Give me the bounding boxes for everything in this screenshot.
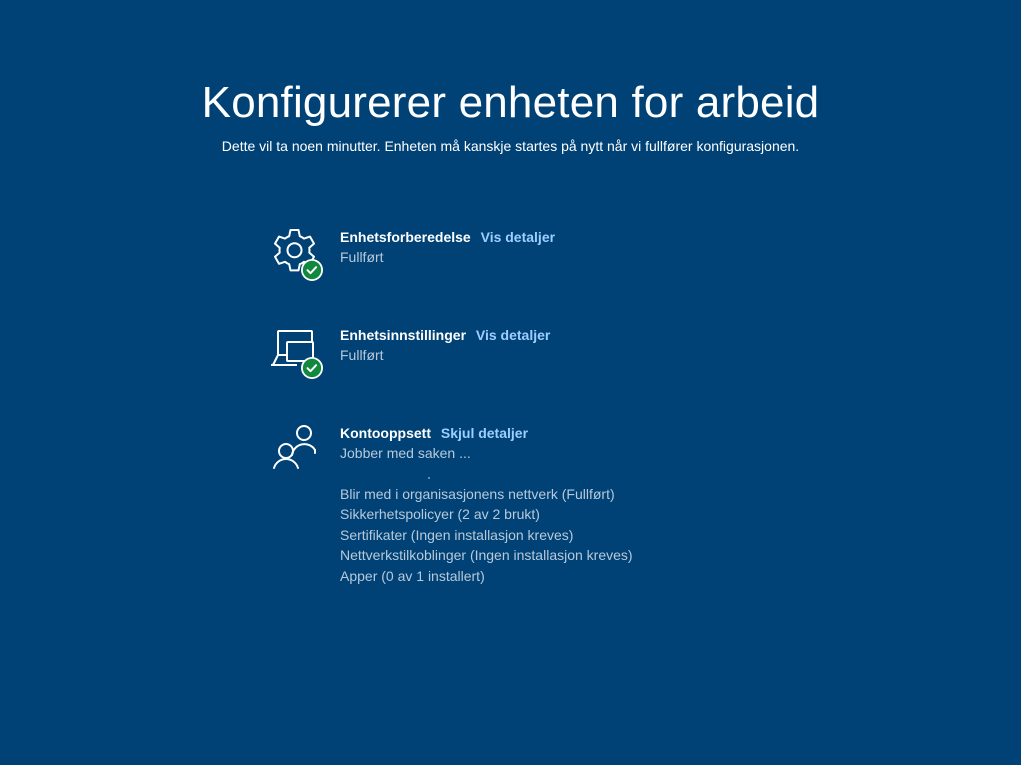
step-device-settings <box>268 325 788 385</box>
progress-dot <box>428 477 430 479</box>
detail-item: Apper (0 av 1 installert) <box>340 567 485 584</box>
step-status: Fullført <box>340 347 384 363</box>
step-text <box>340 423 780 463</box>
view-details-link[interactable]: Vis detaljer <box>475 327 551 343</box>
devices-icon <box>268 325 326 383</box>
detail-item: Sertifikater (Ingen installasjon kreves) <box>340 526 574 543</box>
people-icon <box>268 423 326 481</box>
check-badge-icon <box>301 259 323 281</box>
detail-item: Blir med i organisasjonens nettverk (Fullført) <box>340 486 615 502</box>
check-badge-icon <box>301 357 323 379</box>
step-title: Kontooppsett <box>340 425 431 441</box>
step-text <box>340 227 780 267</box>
detail-item: Sikkerhetspolicyer (2 av 2 brukt) <box>340 506 540 523</box>
step-text <box>340 325 780 365</box>
step-device-preparation <box>268 227 788 287</box>
step-status: Jobber med saken ... <box>340 445 471 461</box>
account-setup-details <box>340 484 760 586</box>
detail-item: Nettverkstilkoblinger (Ingen installasjon kreves) <box>340 547 633 564</box>
step-account-setup <box>268 423 788 483</box>
page-subtitle: Dette vil ta noen minutter. Enheten må kanskje startes på nytt når vi fullfører konfigurasjonen. <box>221 138 800 154</box>
page-title: Konfigurerer enheten for arbeid <box>201 78 820 127</box>
step-title: Enhetsforberedelse <box>340 229 471 245</box>
step-status: Fullført <box>340 249 384 265</box>
gear-icon <box>268 227 326 285</box>
hide-details-link[interactable]: Skjul detaljer <box>440 425 529 441</box>
step-title: Enhetsinnstillinger <box>340 327 467 343</box>
view-details-link[interactable]: Vis detaljer <box>480 229 556 245</box>
